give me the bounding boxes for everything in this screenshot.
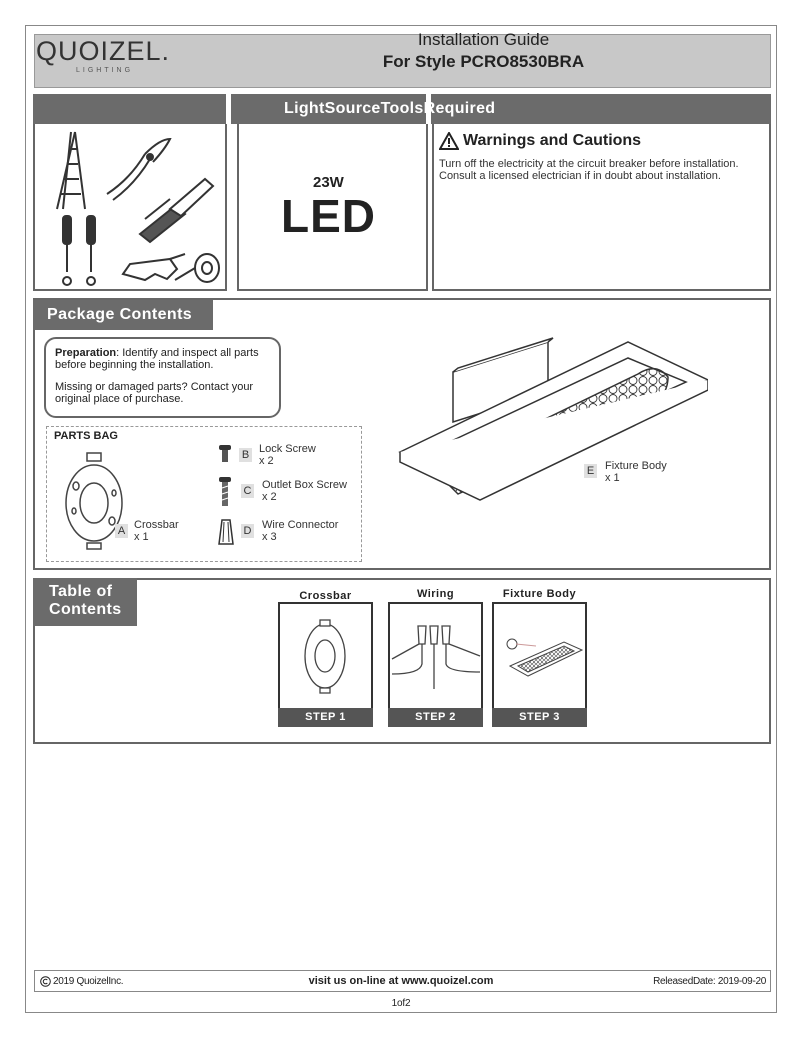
part-letter-c: C [241,484,254,498]
step-1-label: STEP 1 [278,708,373,727]
part-qty-e: x 1 [605,472,620,484]
part-letter-b: B [239,448,252,462]
part-qty-b: x 2 [259,455,274,467]
prep-label: Preparation [55,347,117,359]
fixture-body-illustration [398,322,708,502]
prep-text-1: : Identify and inspect all parts [116,347,259,359]
top-bar-label: LightSourceToolsRequired [284,100,496,117]
step-3-title: Fixture Body [502,588,577,600]
toc-title [33,578,137,626]
tools-cell [33,124,227,291]
preparation-note [44,337,281,418]
wire-stripper-icon [140,179,213,242]
step-1-crossbar-icon [280,604,371,708]
guide-title: Installation Guide [417,30,550,49]
warning-triangle-icon [439,132,459,150]
part-name-c: Outlet Box Screw [262,479,347,491]
bar-divider [226,94,231,124]
brand-logo: QUOIZEL. [36,36,171,66]
part-letter-a: A [115,524,128,538]
step-1-title: Crossbar [299,590,352,602]
page-number: 1of2 [391,998,411,1009]
package-title: Package Contents [33,300,213,330]
page [25,25,777,1013]
wattage: 23W [313,174,344,191]
part-letter-d: D [241,524,254,538]
step-3-fixture-icon [494,604,585,708]
missing-text-1: Missing or damaged parts? Contact your [55,381,254,393]
part-letter-e: E [584,464,597,478]
toc-title-line-2: Contents [49,601,122,618]
part-name-d: Wire Connector [262,519,339,531]
ladder-icon [57,132,85,209]
step-2-wiring-icon [390,604,481,708]
lock-screw-icon [218,444,232,464]
copyright-icon [40,976,51,987]
part-name-e: Fixture Body [605,460,667,472]
outlet-box-screw-icon [218,476,232,508]
step-2-title: Wiring [416,588,455,600]
tools-illustration [35,124,225,289]
missing-text-2: original place of purchase. [55,393,184,405]
prep-text-2: before beginning the installation. [55,359,214,371]
toc-title-line-1: Table of [49,583,113,600]
brand-logo-sub: LIGHTING [76,67,134,74]
light-type: LED [281,190,376,242]
copyright-text: 2019 QuoizelInc. [53,976,124,987]
warnings-title: Warnings and Cautions [463,132,642,149]
release-date: ReleasedDate: 2019-09-20 [653,976,766,987]
warning-line-1: Turn off the electricity at the circuit breaker before installation. [439,158,739,170]
screwdriver-icon [63,216,95,285]
step-2-label: STEP 2 [388,708,483,727]
part-qty-a: x 1 [134,531,149,543]
step-3-label: STEP 3 [492,708,587,727]
part-qty-d: x 3 [262,531,277,543]
website-link[interactable]: visit us on-line at www.quoizel.com [308,975,494,987]
part-name-b: Lock Screw [259,443,316,455]
safety-glasses-icon [123,254,185,280]
pliers-icon [107,139,170,200]
electrical-tape-icon [175,254,219,282]
wire-connector-icon [218,518,234,546]
part-qty-c: x 2 [262,491,277,503]
style-number: For Style PCRO8530BRA [382,52,585,71]
parts-bag-label: PARTS BAG [54,430,118,442]
warning-line-2: Consult a licensed electrician if in doubt about installation. [439,170,721,182]
part-name-a: Crossbar [134,519,179,531]
